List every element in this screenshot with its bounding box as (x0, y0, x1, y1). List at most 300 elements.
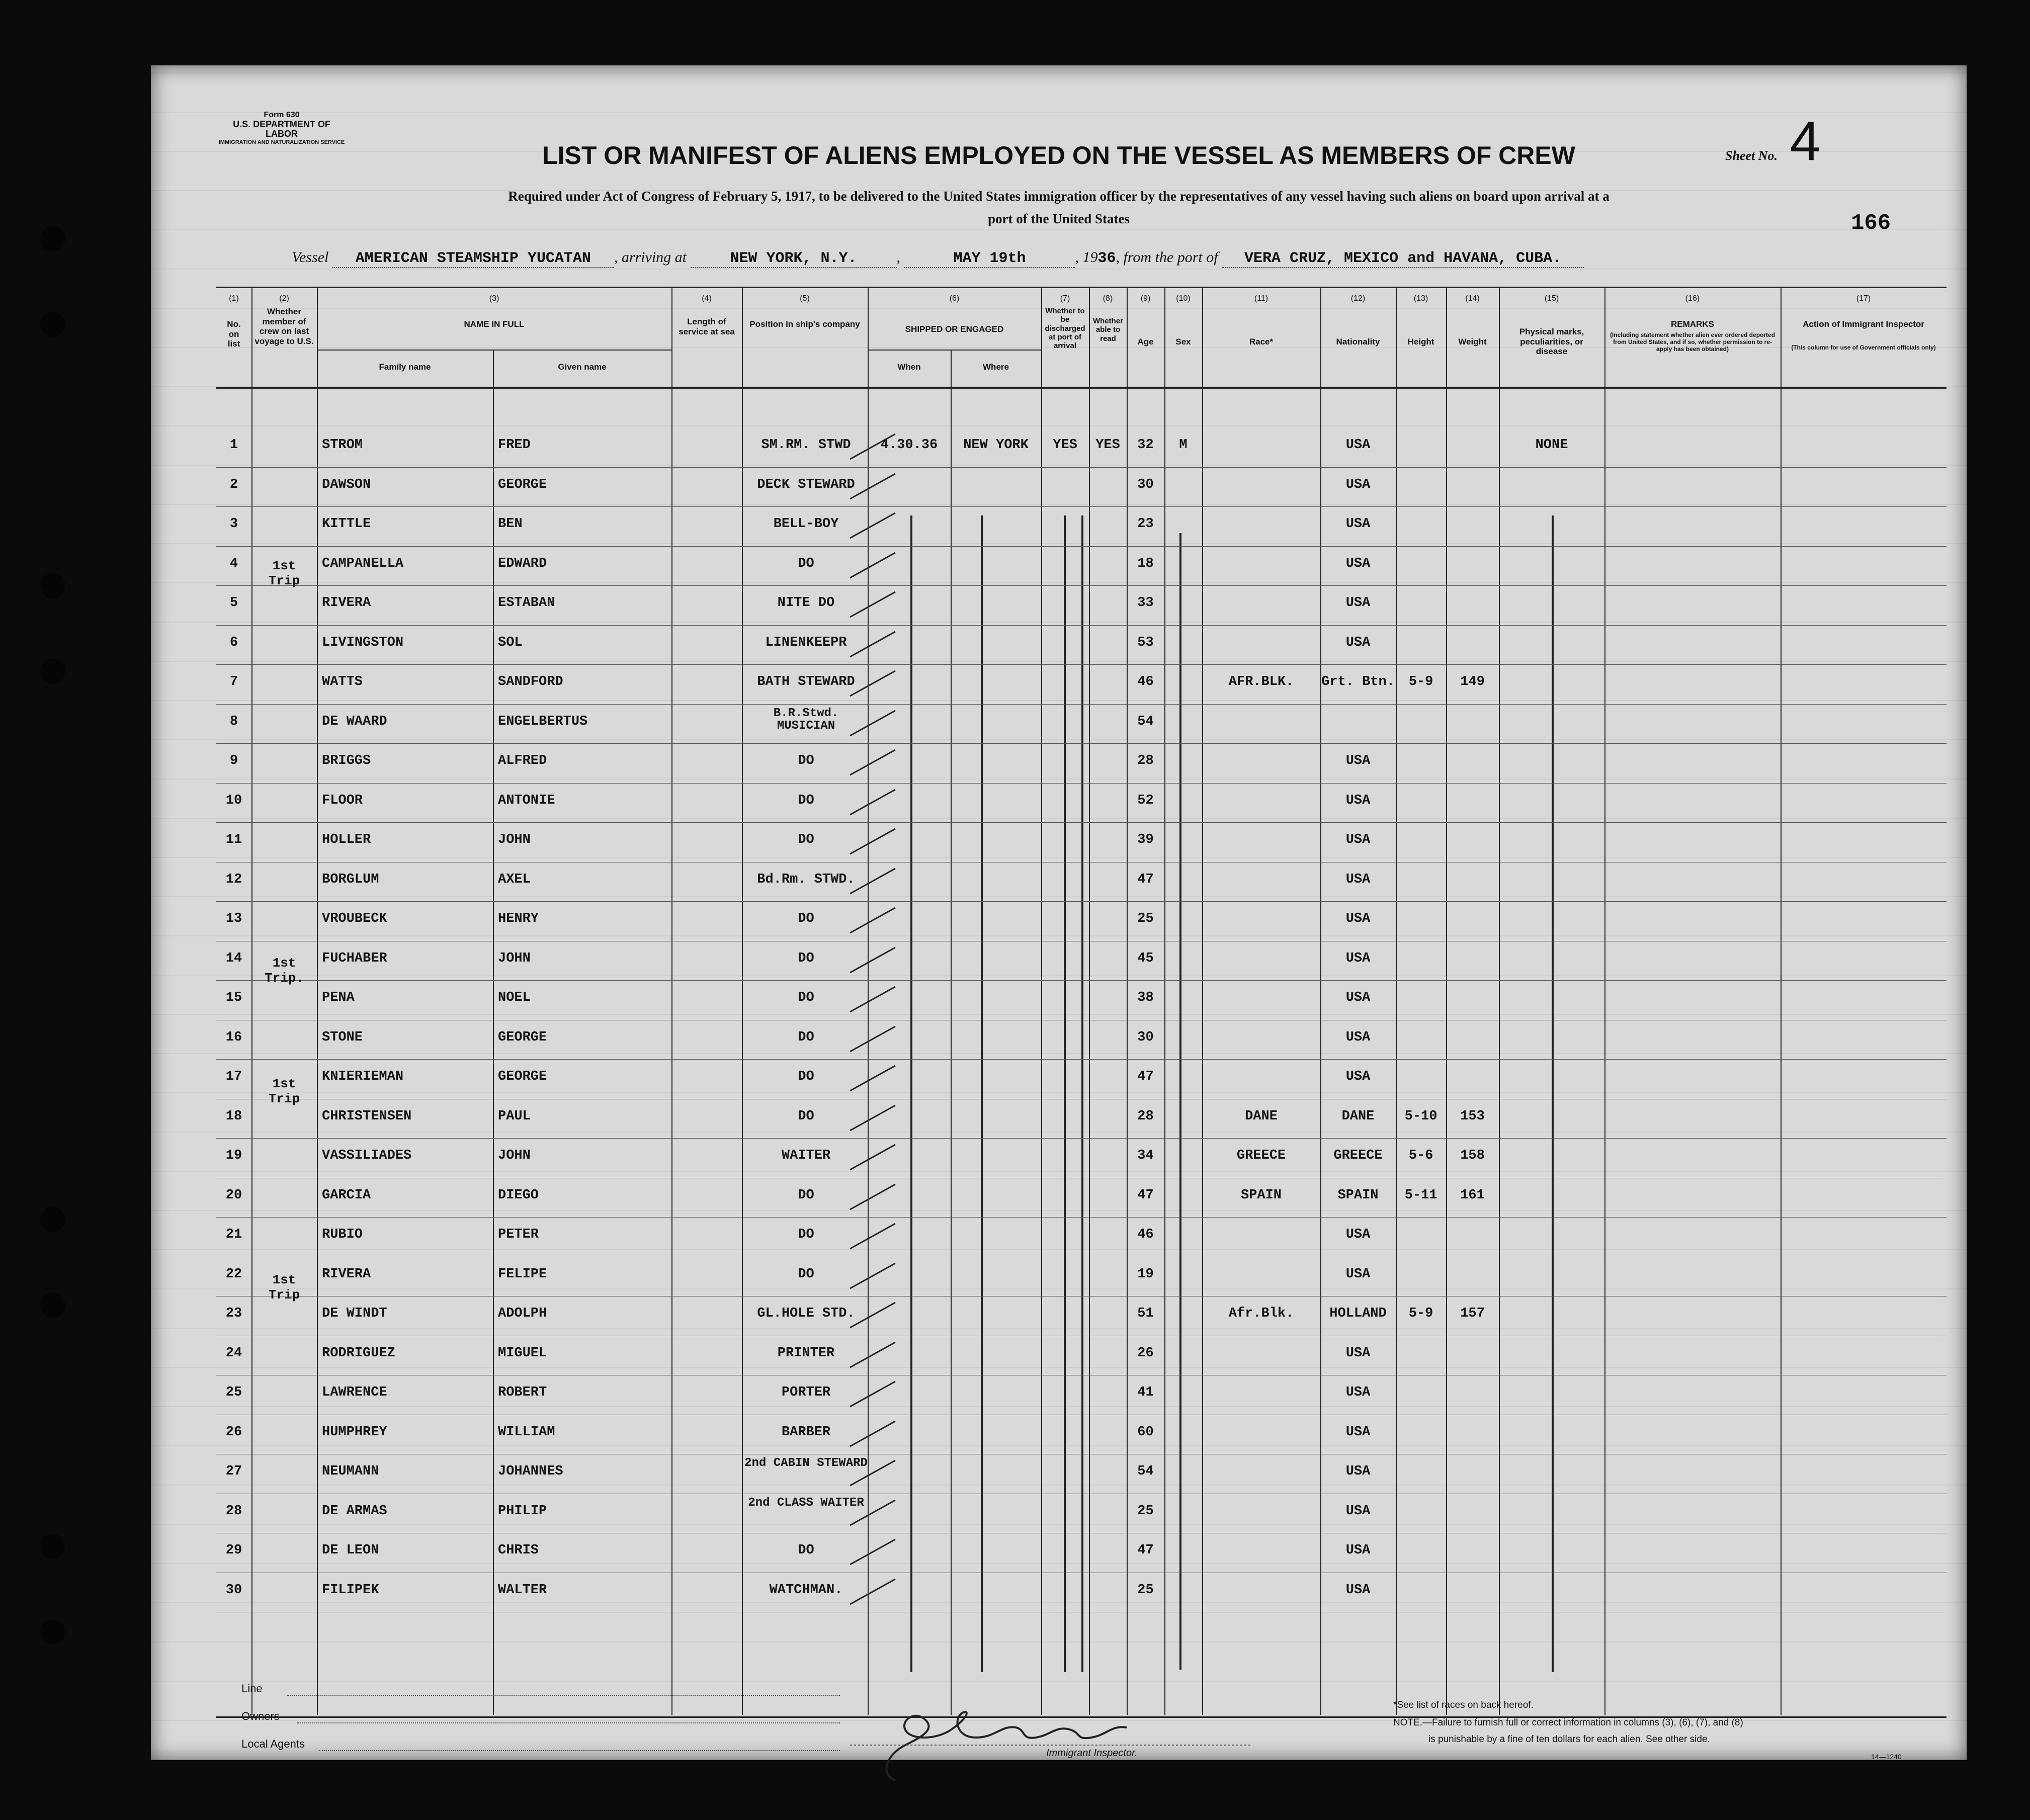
check-mark-icon (845, 510, 900, 541)
given-name-cell: GEORGE (498, 477, 547, 492)
given-name-cell: GEORGE (498, 1069, 547, 1084)
row-number-cell: 13 (225, 911, 242, 926)
row-number-cell: 1 (229, 438, 238, 453)
check-mark-icon (845, 668, 900, 699)
age-cell: 60 (1137, 1424, 1154, 1440)
age-cell: 54 (1137, 714, 1154, 729)
given-name-cell: WILLIAM (498, 1424, 555, 1440)
nationality-cell: USA (1345, 438, 1371, 453)
col-header-position: Position in ship's company (749, 319, 860, 329)
given-name-cell: EDWARD (498, 556, 547, 571)
table-row (151, 980, 1967, 1019)
col-header-when: When (897, 362, 921, 372)
position-cell: DO (798, 911, 814, 926)
row-number-cell: 19 (225, 1148, 242, 1163)
position-cell: DO (798, 1266, 814, 1282)
row-rule (216, 506, 1947, 507)
given-name-cell: FRED (498, 438, 531, 453)
col-header-physical-marks: Physical marks, peculiarities, or disease (1519, 327, 1584, 357)
age-cell: 47 (1137, 1543, 1154, 1558)
given-name-cell: DIEGO (498, 1187, 539, 1203)
row-rule (216, 625, 1947, 626)
vessel-name: AMERICAN STEAMSHIP YUCATAN (332, 250, 614, 268)
position-cell: PORTER (781, 1385, 831, 1400)
position-cell: Bd.Rm. STWD. (757, 872, 855, 887)
check-mark-icon (845, 1419, 900, 1449)
col-number-2: (2) (279, 294, 289, 303)
row-rule (216, 1217, 1947, 1218)
col-number-11: (11) (1254, 294, 1268, 303)
table-row (151, 546, 1967, 585)
family-name-cell: VASSILIADES (322, 1148, 412, 1163)
arrival-port: NEW YORK, N.Y. (691, 250, 897, 268)
row-number-cell: 17 (225, 1069, 242, 1084)
table-row (151, 585, 1967, 625)
col-number-12: (12) (1350, 294, 1366, 303)
age-cell: 25 (1137, 1582, 1154, 1598)
fine-note-1: NOTE.—Failure to furnish full or correct information in columns (3), (6), (7), and (8) (1393, 1717, 1743, 1728)
nationality-cell: USA (1345, 1385, 1371, 1400)
row-number-cell: 8 (229, 714, 238, 729)
check-mark-icon (845, 866, 900, 896)
height-cell: 5-9 (1408, 1306, 1433, 1321)
height-cell: 5-11 (1404, 1187, 1437, 1203)
age-cell: 54 (1137, 1464, 1154, 1479)
page-title: LIST OR MANIFEST OF ALIENS EMPLOYED ON THE VESSEL AS MEMBERS OF CREW (542, 141, 1575, 169)
trip-note: 1st Trip (268, 558, 300, 588)
position-cell: BELL-BOY (773, 516, 839, 532)
check-mark-icon (845, 1221, 900, 1251)
age-cell: 25 (1137, 911, 1154, 926)
col-header-shipped: SHIPPED OR ENGAGED (905, 324, 1004, 334)
position-cell: DO (798, 1108, 814, 1124)
given-name-cell: ROBERT (498, 1385, 547, 1400)
row-number-cell: 5 (229, 595, 238, 611)
family-name-cell: HOLLER (322, 832, 371, 847)
agents-label: Local Agents (241, 1738, 305, 1750)
table-row (151, 1415, 1967, 1454)
check-mark-icon (845, 1182, 900, 1212)
col-header-remarks-note: (Including statement whether alien ever ordered deported from United States, and if so, whether permission to re-apply has been obtained) (1610, 331, 1775, 353)
row-rule (216, 783, 1947, 784)
family-name-cell: DE WAARD (322, 714, 387, 729)
trip-note: 1st Trip. (264, 956, 304, 986)
row-rule (216, 546, 1947, 547)
given-name-cell: ADOLPH (498, 1306, 547, 1321)
table-row (151, 1138, 1967, 1177)
vessel-label: Vessel (292, 249, 329, 266)
nationality-cell: USA (1345, 1503, 1371, 1519)
check-mark-icon (845, 1498, 900, 1528)
age-cell: 33 (1137, 595, 1154, 611)
weight-cell: 153 (1460, 1108, 1485, 1124)
col-number-17: (17) (1856, 294, 1871, 303)
family-name-cell: STROM (322, 438, 363, 453)
nationality-cell: USA (1345, 1345, 1371, 1361)
age-cell: 28 (1137, 1108, 1154, 1124)
shipped-where-cell: NEW YORK (963, 438, 1029, 453)
race-cell: SPAIN (1240, 1187, 1282, 1203)
race-cell: DANE (1245, 1108, 1278, 1124)
position-cell: DO (798, 832, 814, 847)
family-name-cell: GARCIA (322, 1187, 371, 1203)
col-header-given-name: Given name (558, 362, 607, 372)
table-row (151, 625, 1967, 664)
col-header-age: Age (1137, 337, 1154, 346)
age-cell: 30 (1137, 1029, 1154, 1045)
check-mark-icon (845, 787, 900, 817)
race-note: *See list of races on back hereof. (1393, 1700, 1534, 1710)
row-number-cell: 29 (225, 1543, 242, 1558)
row-rule (216, 1059, 1947, 1060)
col-number-8: (8) (1103, 294, 1113, 303)
family-name-cell: DAWSON (322, 477, 371, 492)
voyage-line: Vessel AMERICAN STEAMSHIP YUCATAN , arriving at NEW YORK, N.Y. , MAY 19th , 1936, from the port of VERA CRUZ, MEXICO and HAVANA, CUBA. (292, 249, 1584, 268)
given-name-cell: JOHANNES (498, 1464, 563, 1479)
fine-note-2: is punishable by a fine of ten dollars for each alien. See other side. (1428, 1734, 1710, 1745)
sex-cell: M (1179, 438, 1188, 453)
position-cell: DO (798, 793, 814, 808)
check-mark-icon (845, 708, 900, 738)
age-cell: 45 (1137, 950, 1154, 966)
row-number-cell: 30 (225, 1582, 242, 1598)
nationality-cell: USA (1345, 1069, 1371, 1084)
family-name-cell: PENA (322, 990, 355, 1005)
row-number-cell: 28 (225, 1503, 242, 1519)
age-cell: 28 (1137, 753, 1154, 768)
row-rule (216, 822, 1947, 823)
trip-note: 1st Trip (268, 1076, 300, 1106)
height-cell: 5-10 (1404, 1108, 1437, 1124)
col-number-3: (3) (489, 294, 499, 303)
table-row (151, 822, 1967, 861)
family-name-cell: WATTS (322, 674, 363, 689)
position-cell: B.R.Stwd. MUSICIAN (773, 706, 839, 733)
col-header-remarks: REMARKS (1671, 319, 1714, 329)
race-cell: GREECE (1236, 1148, 1286, 1163)
family-name-cell: FLOOR (322, 793, 363, 808)
col-header-service: Length of service at sea (679, 317, 735, 336)
nationality-cell: USA (1345, 1266, 1371, 1282)
nationality-cell: USA (1345, 872, 1371, 887)
physical-marks-cell: NONE (1535, 438, 1568, 453)
row-number-cell: 15 (225, 990, 242, 1005)
age-cell: 26 (1137, 1345, 1154, 1361)
family-name-cell: FILIPEK (322, 1582, 379, 1598)
table-row (151, 1099, 1967, 1138)
form-number: Form 630 (264, 111, 300, 119)
owners-label: Owners (241, 1710, 280, 1722)
col-header-where: Where (983, 362, 1009, 372)
sheet-label: Sheet No. (1725, 148, 1778, 163)
age-cell: 34 (1137, 1148, 1154, 1163)
nationality-cell: GREECE (1333, 1148, 1383, 1163)
binder-hole (40, 226, 65, 251)
position-cell: DO (798, 1227, 814, 1242)
subtitle-line-2: port of the United States (988, 211, 1130, 226)
given-name-cell: JOHN (498, 1148, 531, 1163)
nationality-cell: USA (1345, 595, 1371, 611)
given-name-cell: ENGELBERTUS (498, 714, 588, 729)
weight-cell: 149 (1460, 674, 1485, 689)
family-name-cell: DE LEON (322, 1543, 379, 1558)
nationality-cell: USA (1345, 1424, 1371, 1440)
col-header-weight: Weight (1458, 337, 1487, 346)
row-number-cell: 12 (225, 872, 242, 887)
family-name-cell: RIVERA (322, 595, 371, 611)
subtitle-line-1: Required under Act of Congress of February 5, 1917, to be delivered to the United States immigration officer by the representatives of any vessel having such aliens on board upon arrival at a (508, 189, 1610, 204)
family-name-cell: CHRISTENSEN (322, 1108, 412, 1124)
check-mark-icon (845, 747, 900, 777)
table-row (151, 664, 1967, 704)
check-mark-icon (845, 1024, 900, 1054)
row-number-cell: 26 (225, 1424, 242, 1440)
check-mark-icon (845, 1537, 900, 1567)
check-mark-icon (845, 589, 900, 620)
family-name-cell: LAWRENCE (322, 1385, 387, 1400)
col-header-height: Height (1407, 337, 1434, 346)
age-cell: 18 (1137, 556, 1154, 571)
nationality-cell: USA (1345, 477, 1371, 492)
position-cell: BARBER (781, 1424, 831, 1440)
able-to-read-cell: YES (1095, 438, 1120, 453)
age-cell: 52 (1137, 793, 1154, 808)
table-row (151, 1257, 1967, 1296)
family-name-cell: BORGLUM (322, 872, 379, 887)
col-header-sex: Sex (1175, 337, 1191, 346)
age-cell: 25 (1137, 1503, 1154, 1519)
check-mark-icon (845, 471, 900, 501)
given-name-cell: PETER (498, 1227, 539, 1242)
footer-rule (319, 1750, 840, 1751)
row-number-cell: 20 (225, 1187, 242, 1203)
race-cell: Afr.Blk. (1228, 1306, 1294, 1321)
row-rule (216, 743, 1947, 744)
nationality-cell: USA (1345, 1029, 1371, 1045)
age-cell: 47 (1137, 1069, 1154, 1084)
check-mark-icon (845, 1300, 900, 1330)
position-cell: BATH STEWARD (757, 674, 855, 689)
row-number-cell: 7 (229, 674, 238, 689)
given-name-cell: PAUL (498, 1108, 531, 1124)
check-mark-icon (845, 550, 900, 580)
nationality-cell: USA (1345, 556, 1371, 571)
row-number-cell: 22 (225, 1266, 242, 1282)
family-name-cell: NEUMANN (322, 1464, 379, 1479)
row-number-cell: 16 (225, 1029, 242, 1045)
nationality-cell: USA (1345, 950, 1371, 966)
family-name-cell: DE ARMAS (322, 1503, 387, 1519)
nationality-cell: USA (1345, 990, 1371, 1005)
weight-cell: 161 (1460, 1187, 1485, 1203)
table-row (151, 1573, 1967, 1612)
col-number-13: (13) (1413, 294, 1428, 303)
row-rule (216, 980, 1947, 981)
family-name-cell: LIVINGSTON (322, 635, 404, 650)
binder-hole (40, 573, 65, 598)
arrival-year: 36 (1097, 250, 1116, 267)
row-number-cell: 10 (225, 793, 242, 808)
col-number-1: (1) (229, 294, 239, 303)
nationality-cell: DANE (1341, 1108, 1375, 1124)
row-number-cell: 4 (229, 556, 238, 571)
position-cell: DO (798, 990, 814, 1005)
nationality-cell: HOLLAND (1329, 1306, 1387, 1321)
check-mark-icon (845, 1379, 900, 1409)
nationality-cell: USA (1345, 793, 1371, 808)
check-mark-icon (845, 1142, 900, 1172)
form-header (216, 111, 347, 145)
given-name-cell: HENRY (498, 911, 539, 926)
check-mark-icon (845, 945, 900, 975)
col-header-nationality: Nationality (1336, 337, 1380, 346)
col-header-action-note: (This column for use of Government officials only) (1791, 344, 1936, 351)
inspector-label: Immigrant Inspector. (1046, 1748, 1138, 1759)
family-name-cell: RODRIGUEZ (322, 1345, 395, 1361)
nationality-cell: USA (1345, 1464, 1371, 1479)
trip-note: 1st Trip (268, 1272, 300, 1303)
col-number-15: (15) (1544, 294, 1559, 303)
col-header-family-name: Family name (379, 362, 431, 372)
nationality-cell: USA (1345, 832, 1371, 847)
age-cell: 23 (1137, 516, 1154, 532)
check-mark-icon (845, 629, 900, 659)
position-cell: DO (798, 556, 814, 571)
position-cell: PRINTER (777, 1345, 835, 1361)
position-cell: NITE DO (777, 595, 835, 611)
table-row (151, 862, 1967, 901)
given-name-cell: MIGUEL (498, 1345, 547, 1361)
check-mark-icon (845, 1458, 900, 1488)
row-number-cell: 6 (229, 635, 238, 650)
check-mark-icon (845, 1261, 900, 1291)
row-rule (216, 467, 1947, 468)
family-name-cell: STONE (322, 1029, 363, 1045)
weight-cell: 158 (1460, 1148, 1485, 1163)
given-name-cell: SANDFORD (498, 674, 563, 689)
form-code: 14—1240 (1871, 1753, 1902, 1761)
weight-cell: 157 (1460, 1306, 1485, 1321)
binder-hole (40, 1207, 65, 1232)
position-cell: DO (798, 950, 814, 966)
position-cell: DO (798, 753, 814, 768)
position-cell: WATCHMAN. (769, 1582, 843, 1598)
nationality-cell: USA (1345, 516, 1371, 532)
check-mark-icon (845, 984, 900, 1014)
col-number-5: (5) (800, 294, 810, 303)
line-label: Line (241, 1682, 263, 1695)
given-name-cell: PHILIP (498, 1503, 547, 1519)
given-name-cell: WALTER (498, 1582, 547, 1598)
from-port-label: , from the port of (1116, 249, 1218, 266)
height-cell: 5-6 (1408, 1148, 1433, 1163)
table-row (151, 427, 1967, 467)
age-cell: 41 (1137, 1385, 1154, 1400)
binder-hole (40, 312, 65, 337)
given-name-cell: CHRIS (498, 1543, 539, 1558)
table-row (151, 941, 1967, 980)
given-name-cell: ALFRED (498, 753, 547, 768)
col-number-9: (9) (1140, 294, 1151, 303)
family-name-cell: DE WINDT (322, 1306, 387, 1321)
col-header-race: Race* (1249, 337, 1274, 346)
row-number-cell: 18 (225, 1108, 242, 1124)
binder-hole (40, 659, 65, 684)
check-mark-icon (845, 1340, 900, 1370)
row-number-cell: 27 (225, 1464, 242, 1479)
row-number-cell: 21 (225, 1227, 242, 1242)
departure-port: VERA CRUZ, MEXICO and HAVANA, CUBA. (1222, 250, 1584, 268)
col-number-16: (16) (1685, 294, 1700, 303)
row-number-cell: 23 (225, 1306, 242, 1321)
row-rule (216, 901, 1947, 902)
race-cell: AFR.BLK. (1228, 674, 1294, 689)
given-name-cell: ANTONIE (498, 793, 555, 808)
family-name-cell: FUCHABER (322, 950, 387, 966)
position-cell: SM.RM. STWD (761, 438, 851, 453)
given-name-cell: JOHN (498, 832, 531, 847)
row-number-cell: 9 (229, 753, 238, 768)
row-rule (216, 664, 1947, 665)
age-cell: 46 (1137, 674, 1154, 689)
age-cell: 51 (1137, 1306, 1154, 1321)
nationality-cell: USA (1345, 1227, 1371, 1242)
table-row (151, 1020, 1967, 1059)
col-number-4: (4) (702, 294, 712, 303)
table-row (151, 506, 1967, 546)
footer-rule (287, 1695, 840, 1696)
position-cell: 2nd CLASS WAITER (748, 1496, 864, 1510)
row-number-cell: 14 (225, 950, 242, 966)
discharged-cell: YES (1053, 438, 1077, 453)
family-name-cell: BRIGGS (322, 753, 371, 768)
table-row (151, 1454, 1967, 1493)
row-number-cell: 3 (229, 516, 238, 532)
age-cell: 19 (1137, 1266, 1154, 1282)
family-name-cell: CAMPANELLA (322, 556, 404, 571)
col-header-name: NAME IN FULL (464, 319, 525, 329)
col-number-7: (7) (1060, 294, 1070, 303)
check-mark-icon (845, 1577, 900, 1607)
col-header-action: Action of Immigrant Inspector (1803, 319, 1924, 329)
family-name-cell: RIVERA (322, 1266, 371, 1282)
nationality-cell: USA (1345, 635, 1371, 650)
family-name-cell: RUBIO (322, 1227, 363, 1242)
table-row (151, 1533, 1967, 1572)
given-name-cell: GEORGE (498, 1029, 547, 1045)
name-subdivider (317, 350, 671, 351)
age-cell: 32 (1137, 438, 1154, 453)
table-row (151, 467, 1967, 506)
table-row (151, 1059, 1967, 1098)
footer-rule (297, 1722, 840, 1723)
shipped-subdivider (868, 350, 1041, 351)
given-name-cell: SOL (498, 635, 523, 650)
nationality-cell: SPAIN (1337, 1187, 1379, 1203)
row-number-cell: 24 (225, 1345, 242, 1361)
age-cell: 30 (1137, 477, 1154, 492)
manifest-sheet (151, 65, 1967, 1760)
row-number-cell: 11 (225, 832, 242, 847)
year-prefix: , 19 (1075, 249, 1098, 266)
header-divider (216, 387, 1947, 389)
table-row (151, 1336, 1967, 1375)
table-row (151, 1178, 1967, 1217)
binder-hole (40, 1534, 65, 1559)
position-cell: 2nd CABIN STEWARD (744, 1456, 868, 1470)
given-name-cell: BEN (498, 516, 523, 532)
check-mark-icon (845, 431, 900, 462)
